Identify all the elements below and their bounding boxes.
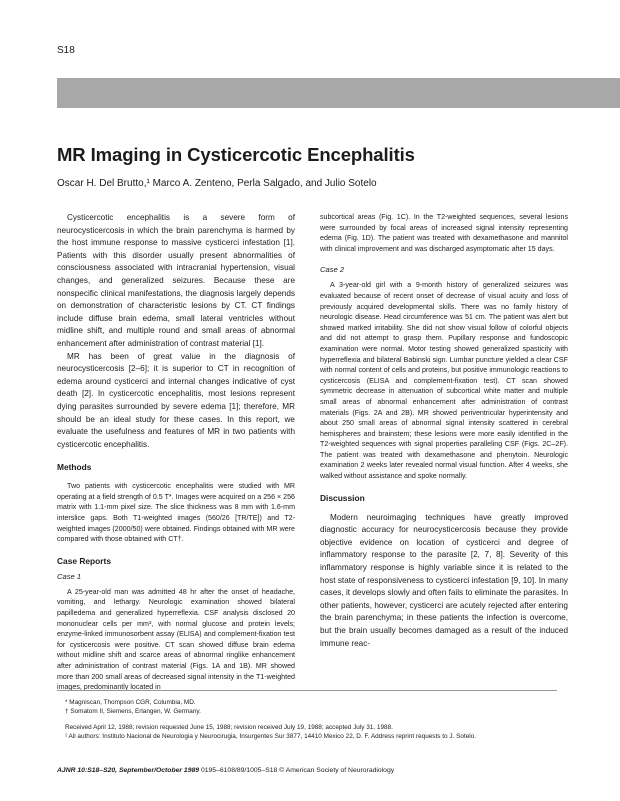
footnote-magniscan: * Magniscan, Thompson CGR, Columbia, MD. [65, 699, 196, 706]
intro-paragraph-2: MR has been of great value in the diagnosis of neurocysticercosis [2–6]; it is superior to CT in recognition of edema around cysticerci and internal changes indicative of cyst death [2]. In cysticercotic encephalitis, most lesions represent dying parasites surrounded by severe edema [1]; therefore, MR should be an ideal study for these cases. In this report, we evaluate the usefulness and features of MR in two patients with cysticercotic encephalitis. [57, 351, 295, 449]
discussion-heading: Discussion [320, 492, 365, 503]
journal-citation [57, 767, 394, 774]
methods-heading: Methods [57, 462, 92, 473]
received-dates: Received April 12, 1988; revision requested June 15, 1988; revision received July 19, 1988; accepted July 31, 1988. [65, 724, 393, 731]
footnotes [65, 698, 565, 741]
case-2-paragraph: A 3-year-old girl with a 9-month history of generalized seizures was evaluated because of recent onset of decrease of visual acuity and loss of previously acquired developmental skills. There was no family history of neurologic disease. Head circumference was 51 cm. The patient was alert but showed marked irritability. She did not show visual follow of colorful objects and did not attempt to grasp them. Pupillary response and fundoscopic examination were normal. Motor testing showed generalized spasticity with hyperreflexia and bilateral Babinski sign. Lumbar puncture yielded a clear CSF with normal content of cells and proteins, but positive immunologic reactions to cysticercosis (ELISA and complement-fixation test). CT scan showed symmetric decrease in attenuation of subcortical white matter and multiple small areas of abnormal enhancement after administration of contrast materials (Figs. 2A and 2B). MR showed periventricular hyperintensity and about 250 small areas of abnormal signal intensity scattered in cerebral hemispheres and brainstem; these lesions were more easily identified in the T2-weighted sequences with signal properties paralleling CSF (Figs. 2C–2F). The patient was treated with dexamethasone and phenytoin. Neurologic examination 2 weeks later revealed normal visual function. After 4 weeks, she walked without assistance and spoke normally. [320, 281, 568, 481]
case-1-heading: Case 1 [57, 571, 82, 581]
case-reports-heading: Case Reports [57, 555, 111, 566]
page-number: S18 [57, 45, 75, 56]
case-1-paragraph: A 25-year-old man was admitted 48 hr after the onset of headache, vomiting, and lethargy. Neurologic examination showed bilateral papilledema and generalized hyperreflexia. CSF analysis disclosed 20 mononuclear cells per mm³, with normal glucose and protein levels; enzyme-linked immunosorbent assay (ELISA) and complement-fixation test for cysticercosis were positive. CT scan showed diffuse brain edema without midline shift and scarce areas of abnormal ringlike enhancement after administration of contrast material (Figs. 1A and 1B). MR showed more than 200 small areas of decreased signal intensity in the T1-weighted images, predominantly located in [57, 587, 295, 692]
right-column [320, 212, 568, 650]
footnote-somatom: † Somatom II, Siemens, Erlangen, W. Germany. [65, 708, 201, 715]
left-column [57, 212, 295, 693]
journal-volume: AJNR 10:S18–S20, September/October 1989 [57, 767, 200, 774]
footnote-divider [57, 690, 557, 691]
case-2-heading: Case 2 [320, 265, 345, 275]
intro-paragraph-1: Cysticercotic encephalitis is a severe form of neurocysticercosis in which the brain parenchyma is harmed by the host immune response to massive cysticerci infestation [1]. Patients with this disorder usually present abnormalities of consciousness associated with intracranial hypertension, visual changes, and generalized seizures. Because these are nonspecific clinical manifestations, the diagnosis largely depends on demonstration of characteristic lesions by CT. CT findings include diffuse brain edema, small lateral ventricles without midline shift, and multiple round and small areas of abnormal enhancement after administration of contrast material [1]. [57, 213, 295, 348]
header-band [57, 78, 620, 108]
discussion-paragraph: Modern neuroimaging techniques have greatly improved diagnostic accuracy for neurocysticercosis because they provide objective evidence on location of cysticerci and degree of inflammatory response to the parasite [2, 7, 8]. Severity of this inflammatory response is highly variable since it is related to the host state of responsiveness to cysticerci infestation [9, 10]. In many cases, it develops slowly and often fails to eliminate the parasites. In other patients, however, cysticerci are acutely rejected after entering the brain parenchyma; in these patients the infection is overcome, but the brain usually becomes damaged as a result of the induced immune reac- [320, 512, 568, 648]
author-list: Oscar H. Del Brutto,¹ Marco A. Zenteno, Perla Salgado, and Julio Sotelo [57, 178, 377, 189]
journal-issn: 0195–6108/89/1005–S18 © American Society of Neuroradiology [200, 767, 395, 774]
methods-paragraph: Two patients with cysticercotic encephalitis were studied with MR operating at a field strength of 0.5 T*. Images were acquired on a 256 × 256 matrix with 1.1-mm pixel size. The slice thickness was 8 mm with 1.6-mm interslice gaps. Both T1-weighted images (560/26 [TR/TE]) and T2-weighted images (2000/50) were obtained. Findings obtained with MR were compared with those obtained with CT†. [57, 482, 295, 544]
case-1-continuation: subcortical areas (Fig. 1C). In the T2-weighted sequences, several lesions were surrounded by focal areas of increased signal intensity representing edema (Fig. 1D). The patient was treated with dexamethasone and mannitol with clinical improvement and was discharged asymptomatic after 15 days. [320, 213, 568, 253]
article-title: MR Imaging in Cysticercotic Encephalitis [57, 144, 415, 165]
author-affiliation: ¹ All authors: Instituto Nacional de Neurologia y Neurocirugia, Insurgentes Sur 3877, 14410 Mexico 22, D. F. Address reprint requests to J. Sotelo. [65, 733, 476, 740]
